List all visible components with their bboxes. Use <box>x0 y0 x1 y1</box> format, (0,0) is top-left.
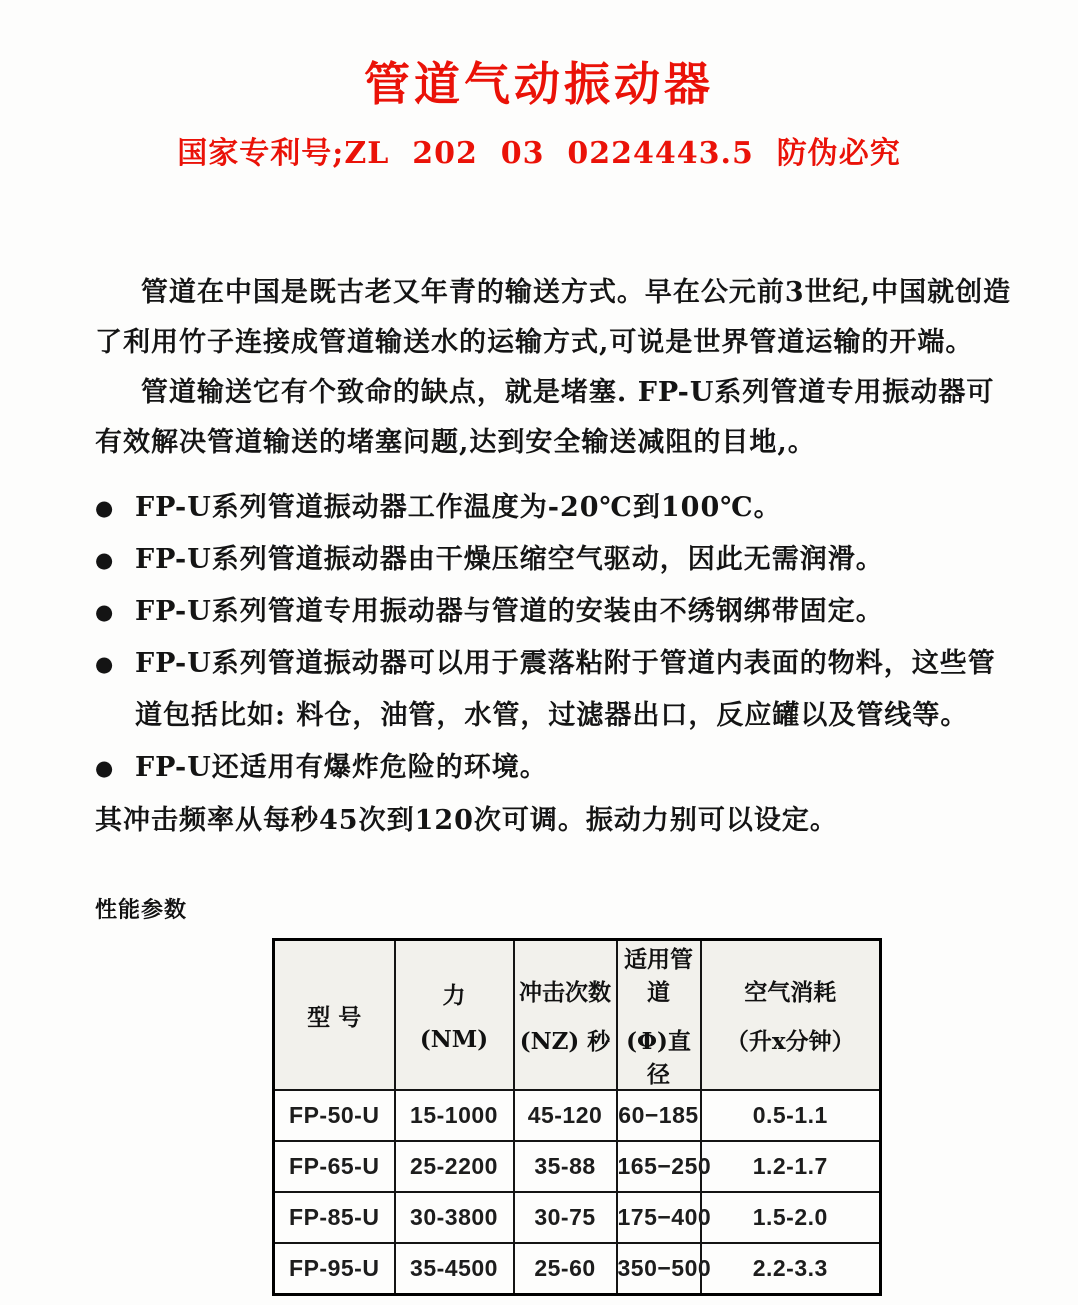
cell-impacts: 30-75 <box>514 1192 617 1243</box>
list-item <box>95 482 1018 534</box>
list-item <box>95 742 1018 794</box>
cell-air: 0.5-1.1 <box>701 1090 881 1141</box>
cell-force: 25-2200 <box>395 1141 514 1192</box>
cell-impacts: 35-88 <box>514 1141 617 1192</box>
bullet-icon: ● <box>95 755 115 780</box>
table-row <box>274 1090 881 1141</box>
bullet-icon: ● <box>95 651 115 676</box>
cell-air: 1.2-1.7 <box>701 1141 881 1192</box>
intro-section <box>95 268 1018 468</box>
col-header-model: 型 号 <box>274 940 395 1091</box>
cell-model: FP-85-U <box>274 1192 395 1243</box>
specs-table-body <box>274 1090 881 1294</box>
cell-air: 2.2-3.3 <box>701 1243 881 1294</box>
bullet-icon: ● <box>95 547 115 572</box>
cell-pipe: 60−185 <box>617 1090 701 1141</box>
table-row <box>274 1243 881 1294</box>
specs-table-header <box>274 940 881 1091</box>
col-header-pipe-diameter: 适用管道 (Φ)直径 <box>617 940 701 1091</box>
intro-paragraph-problem: 管道输送它有个致命的缺点，就是堵塞. FP-U系列管道专用振动器可有效解决管道输送的堵塞问题,达到安全输送减阻的目地,。 <box>95 377 995 458</box>
col-header-air-consumption: 空气消耗 （升x分钟） <box>701 940 881 1091</box>
page-title: 管道气动振动器 <box>364 57 714 111</box>
cell-force: 15-1000 <box>395 1090 514 1141</box>
col-header-force: 力 (NM) <box>395 940 514 1091</box>
feature-text-temperature: FP-U系列管道振动器工作温度为-20℃到100℃。 <box>135 492 782 523</box>
cell-model: FP-50-U <box>274 1090 395 1141</box>
specs-table <box>272 938 882 1296</box>
feature-list <box>95 482 1018 794</box>
feature-text-air-drive: FP-U系列管道振动器由干燥压缩空气驱动，因此无需润滑。 <box>135 544 884 575</box>
bullet-icon: ● <box>95 599 115 624</box>
patent-number-line: 国家专利号;ZL 202 03 0224443.5 防伪必究 <box>177 136 901 171</box>
cell-force: 30-3800 <box>395 1192 514 1243</box>
cell-pipe: 175−400 <box>617 1192 701 1243</box>
table-header-row <box>274 940 881 1091</box>
list-item <box>95 586 1018 638</box>
feature-text-applications: FP-U系列管道振动器可以用于震落粘附于管道内表面的物料，这些管道包括比如: 料仓，油管，水管，过滤器出口，反应罐以及管线等。 <box>135 648 996 731</box>
cell-pipe: 165−250 <box>617 1141 701 1192</box>
frequency-note: 其冲击频率从每秒45次到120次可调。振动力别可以设定。 <box>95 805 838 836</box>
intro-paragraph-history: 管道在中国是既古老又年青的输送方式。早在公元前3世纪,中国就创造了利用竹子连接成管道输送水的运输方式,可说是世界管道运输的开端。 <box>95 277 1012 358</box>
col-header-impact-rate: 冲击次数 (NZ) 秒 <box>514 940 617 1091</box>
feature-text-mounting: FP-U系列管道专用振动器与管道的安装由不绣钢绑带固定。 <box>135 596 884 627</box>
table-row <box>274 1141 881 1192</box>
bullet-icon: ● <box>95 495 115 520</box>
cell-pipe: 350−500 <box>617 1243 701 1294</box>
cell-impacts: 45-120 <box>514 1090 617 1141</box>
cell-air: 1.5-2.0 <box>701 1192 881 1243</box>
cell-impacts: 25-60 <box>514 1243 617 1294</box>
list-item <box>95 534 1018 586</box>
cell-force: 35-4500 <box>395 1243 514 1294</box>
table-row <box>274 1192 881 1243</box>
document-body <box>0 268 1078 1296</box>
feature-text-explosive: FP-U还适用有爆炸危险的环境。 <box>135 752 548 783</box>
cell-model: FP-65-U <box>274 1141 395 1192</box>
cell-model: FP-95-U <box>274 1243 395 1294</box>
list-item <box>95 638 1018 742</box>
specs-section-title: 性能参数 <box>95 897 188 923</box>
